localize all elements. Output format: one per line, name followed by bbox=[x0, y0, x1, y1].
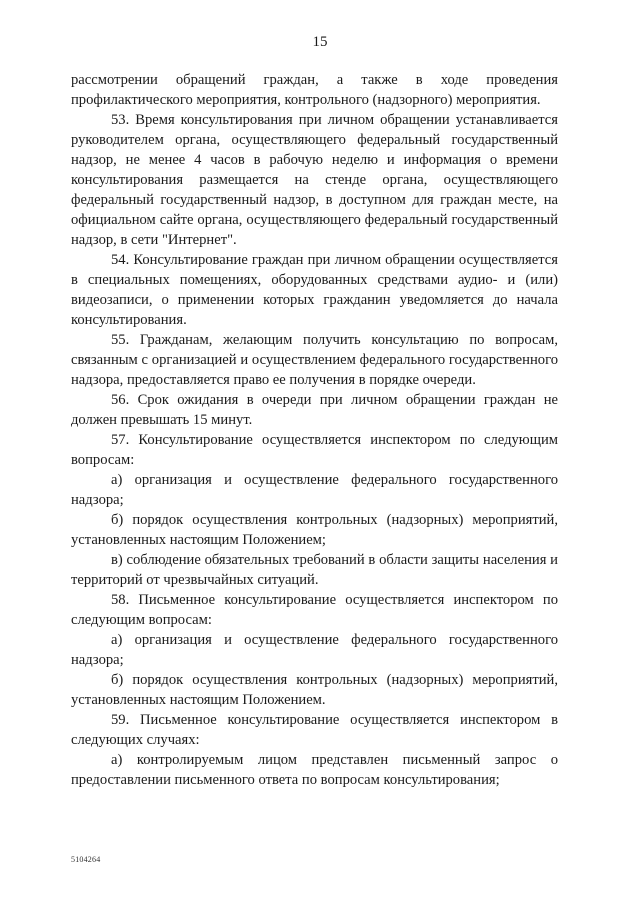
paragraph-54: 54. Консультирование граждан при личном обращении осуществляется в специальных помещениях, оборудованных средствами аудио- и (или) видеозаписи, о применении которых гражданин уведомляется до начала консультирования. bbox=[71, 252, 558, 328]
paragraph-57-item-c: в) соблюдение обязательных требований в области защиты населения и территорий от чрезвычайных ситуаций. bbox=[71, 552, 558, 588]
paragraph-57-item-a: а) организация и осуществление федерального государственного надзора; bbox=[71, 472, 558, 508]
paragraph-continuation: рассмотрении обращений граждан, а также в ходе проведения профилактического мероприятия, контрольного (надзорного) мероприятия. bbox=[71, 72, 558, 108]
paragraph-53: 53. Время консультирования при личном обращении устанавливается руководителем органа, осуществляющего федеральный государственный надзор, не менее 4 часов в рабочую неделю и информация о времени консультирования размещается на стенде органа, осуществляющего федеральный государственный надзор, в доступном для граждан месте, на официальном сайте органа, осуществляющего федеральный государственный надзор, в сети "Интернет". bbox=[71, 112, 558, 248]
paragraph-55: 55. Гражданам, желающим получить консультацию по вопросам, связанным с организацией и осуществлением федерального государственного надзора, предоставляется право ее получения в порядке очереди. bbox=[71, 332, 558, 388]
paragraph-57-item-b: б) порядок осуществления контрольных (надзорных) мероприятий, установленных настоящим Положением; bbox=[71, 512, 558, 548]
paragraph-59-item-a: а) контролируемым лицом представлен письменный запрос о предоставлении письменного ответа по вопросам консультирования; bbox=[71, 752, 558, 788]
paragraph-58-item-a: а) организация и осуществление федерального государственного надзора; bbox=[71, 632, 558, 668]
paragraph-58: 58. Письменное консультирование осуществляется инспектором по следующим вопросам: bbox=[71, 592, 558, 628]
document-code: 5104264 bbox=[71, 855, 101, 864]
paragraph-59: 59. Письменное консультирование осуществляется инспектором в следующих случаях: bbox=[71, 712, 558, 748]
paragraph-57: 57. Консультирование осуществляется инспектором по следующим вопросам: bbox=[71, 432, 558, 468]
document-body bbox=[71, 70, 558, 790]
paragraph-56: 56. Срок ожидания в очереди при личном обращении граждан не должен превышать 15 минут. bbox=[71, 392, 558, 428]
paragraph-58-item-b: б) порядок осуществления контрольных (надзорных) мероприятий, установленных настоящим Положением. bbox=[71, 672, 558, 708]
page-number: 15 bbox=[312, 34, 328, 50]
